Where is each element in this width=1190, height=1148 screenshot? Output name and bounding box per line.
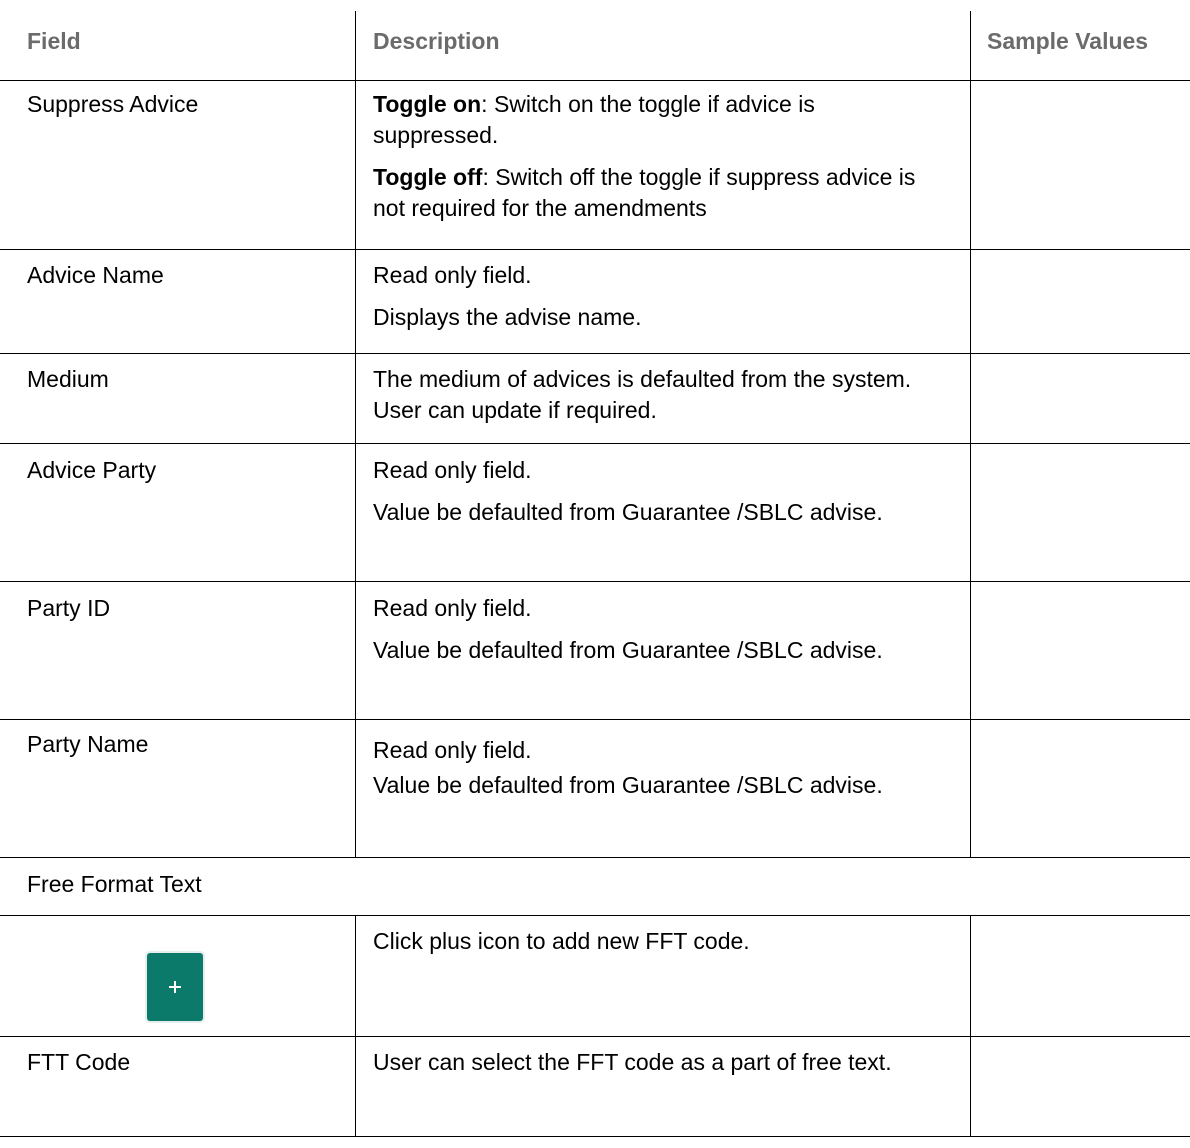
header-sample-values: Sample Values (987, 28, 1149, 54)
rule-row-6 (0, 857, 1190, 858)
desc-line: Read only field. (373, 595, 532, 621)
desc-line: Read only field. (373, 262, 532, 288)
table-row-field: FTT Code (27, 1049, 131, 1075)
plus-icon (168, 980, 182, 994)
desc-line: User can select the FFT code as a part of free text. (373, 1049, 892, 1075)
rule-row-1 (0, 249, 1190, 250)
rule-header (0, 80, 1190, 81)
divider-col-1 (355, 11, 356, 858)
table-row-field: Party ID (27, 595, 111, 621)
divider-col-1-section (355, 915, 356, 1137)
table-row-description (373, 1047, 933, 1089)
table-row-description (373, 735, 933, 812)
header-field: Field (27, 28, 81, 54)
table-row-description (373, 89, 933, 235)
divider-col-2-section (970, 915, 971, 1137)
section-label: Free Format Text (27, 871, 202, 897)
rule-row-5 (0, 719, 1190, 720)
desc-bold: Toggle off (373, 164, 483, 190)
desc-line: Value be defaulted from Guarantee /SBLC advise. (373, 772, 883, 798)
table-row-description (373, 593, 933, 677)
table-row-field: Party Name (27, 731, 149, 757)
rule-row-2 (0, 353, 1190, 354)
table-row-field: Medium (27, 366, 109, 392)
rule-bottom (0, 1136, 1190, 1137)
table-row-description (373, 260, 933, 344)
rule-section-top (0, 915, 1190, 916)
table-row-field: Suppress Advice (27, 91, 199, 117)
desc-line: Value be defaulted from Guarantee /SBLC advise. (373, 637, 883, 663)
desc-line: The medium of advices is defaulted from the system. User can update if required. (373, 366, 912, 423)
desc-line (373, 162, 933, 224)
desc-line: Displays the advise name. (373, 304, 642, 330)
desc-bold: Toggle on (373, 91, 482, 117)
divider-col-2 (970, 11, 971, 858)
desc-line: Read only field. (373, 737, 532, 763)
rule-section-row-1 (0, 1036, 1190, 1037)
table-row-field: Advice Name (27, 262, 164, 288)
table-row-field: Advice Party (27, 457, 157, 483)
table-row-description (373, 926, 933, 968)
table-row-description (373, 364, 933, 437)
add-fft-code-button[interactable] (147, 953, 203, 1021)
desc-line: Value be defaulted from Guarantee /SBLC advise. (373, 499, 883, 525)
desc-text: : Switch off the toggle if suppress advice is not required for the amendments (373, 164, 916, 221)
desc-text: : Switch on the toggle if advice is suppressed. (373, 91, 815, 148)
desc-line: Read only field. (373, 457, 532, 483)
table-row-description (373, 455, 933, 539)
header-description: Description (373, 28, 500, 54)
desc-line (373, 89, 933, 151)
rule-row-3 (0, 443, 1190, 444)
rule-row-4 (0, 581, 1190, 582)
desc-line: Click plus icon to add new FFT code. (373, 928, 750, 954)
